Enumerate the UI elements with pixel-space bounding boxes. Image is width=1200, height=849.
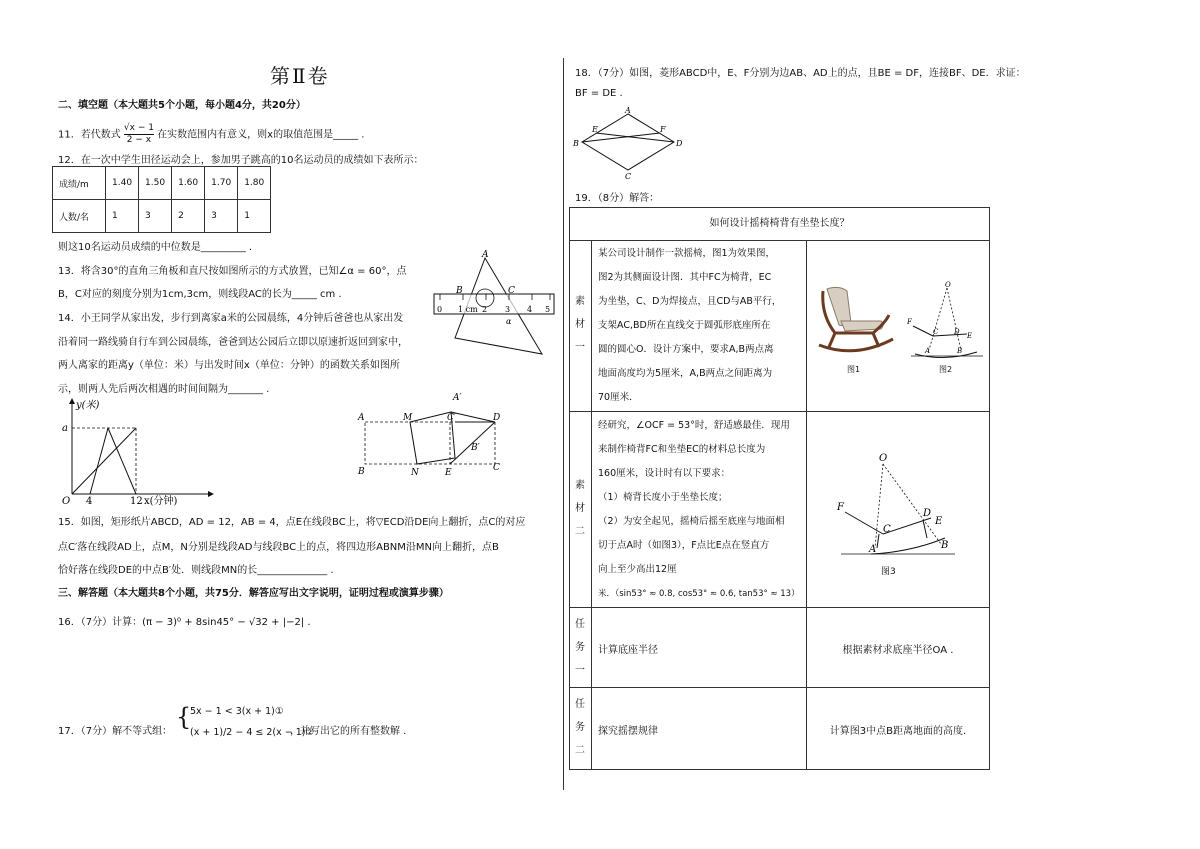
side-char: 务: [575, 722, 585, 733]
svg-text:C: C: [493, 463, 500, 473]
q19-table: [569, 207, 990, 770]
material2-text-cell: [592, 412, 807, 608]
svg-text:C: C: [883, 524, 891, 535]
svg-text:C: C: [508, 286, 515, 296]
table-row: [53, 167, 271, 200]
svg-text:E: E: [445, 468, 452, 478]
material1-text: [598, 242, 781, 410]
q14-line1: 14．小王同学从家出发，步行到离家a米的公园晨练，4分钟后爸爸也从家出发: [58, 313, 404, 324]
q13-ruler-triangle-figure: [430, 248, 560, 358]
side-char: 素: [575, 480, 585, 491]
svg-text:B: B: [941, 540, 949, 551]
table-cell: 人数/名: [53, 200, 106, 233]
svg-text:N: N: [411, 468, 419, 478]
svg-text:1 cm: 1 cm: [458, 305, 478, 314]
table-cell: 1.50: [139, 167, 172, 200]
svg-text:A: A: [869, 544, 877, 555]
side-char: 一: [575, 665, 585, 676]
svg-text:B: B: [573, 139, 579, 148]
svg-text:F: F: [837, 502, 844, 513]
q14-ylabel: y(米): [76, 400, 100, 411]
svg-text:B: B: [456, 286, 463, 296]
q14-tick-12: 12: [130, 496, 143, 507]
material1-figure-cell: [807, 240, 989, 412]
q17-ineq2: (x + 1)/2 − 4 ≤ 2(x − 1)②: [190, 727, 315, 738]
q17-brace: {: [176, 703, 192, 731]
table-cell: 3: [205, 200, 238, 233]
side-char: 素: [575, 296, 585, 307]
section2-header: 二、填空题（本大题共5个小题，每小题4分，共20分）: [58, 100, 306, 111]
q17-ineq1: 5x − 1 < 3(x + 1)①: [190, 706, 284, 717]
text-line: 图2为其侧面设计图．其中FC为椅背，EC: [598, 272, 772, 283]
svg-text:C: C: [933, 328, 939, 336]
text-line: 来制作椅背FC和坐垫EC的材料总长度为: [598, 444, 766, 455]
fig3-diagram: [831, 448, 971, 578]
svg-text:D: D: [676, 139, 683, 148]
svg-text:E: E: [592, 125, 598, 134]
q14-function-graph: [58, 396, 218, 508]
text-line: 70厘米．: [598, 392, 639, 403]
svg-text:F: F: [907, 318, 912, 326]
svg-text:D: D: [954, 328, 960, 336]
fig2-caption: 图2: [939, 365, 953, 374]
task2-side-cell: [570, 688, 592, 769]
q11-pre: 11．若代数式: [58, 129, 121, 141]
q14-line3: 两人离家的距离y（单位：米）与出发时间x（单位：分钟）的函数关系如图所: [58, 360, 400, 371]
text-line: 某公司设计制作一款摇椅，图1为效果图，: [598, 248, 776, 259]
svg-text:3: 3: [505, 305, 511, 314]
task2-side: [570, 693, 590, 762]
q16: 16．（7分）计算：(π − 3)⁰ + 8sin45° − √32 + |−2| .: [58, 617, 311, 628]
q15-line3: 恰好落在线段DE的中点B′处．则线段MN的长______________ .: [58, 565, 334, 576]
material2-figure-cell: [807, 412, 989, 608]
text-line: 为坐垫，C、D为焊接点，且CD与AB平行，: [598, 296, 782, 307]
svg-text:A: A: [358, 413, 365, 423]
side-char: 任: [575, 619, 585, 630]
table-cell: 1: [238, 200, 271, 233]
task2-desc: 计算图3中点B距离地面的高度.: [829, 726, 967, 737]
q13-line1: 13．将含30°的直角三角板和直尺按如图所示的方式放置，已知∠α = 60°，点: [58, 266, 407, 277]
material2-text: [598, 414, 800, 606]
svg-text:M: M: [403, 413, 413, 423]
svg-text:F: F: [660, 125, 666, 134]
q17-post: ，并写出它的所有整数解 .: [290, 726, 407, 737]
text-line: （2）为安全起见，摇椅后摇至底座与地面相: [598, 516, 785, 527]
text-line: 圆的圆心O．设计方案中，要求A,B两点离: [598, 344, 774, 355]
side-char: 二: [575, 745, 585, 756]
task2-desc-cell: [807, 688, 989, 769]
svg-text:C: C: [625, 172, 632, 180]
svg-text:E: E: [967, 332, 973, 340]
text-line: （1）椅背长度小于坐垫长度；: [598, 492, 728, 503]
svg-text:B′: B′: [471, 443, 480, 453]
text-line: 米．（sin53° ≈ 0.8, cos53° ≈ 0.6, tan53° ≈ 13）: [598, 589, 800, 599]
q14-tick-4: 4: [86, 496, 93, 507]
svg-text:A: A: [925, 347, 931, 355]
material1-side-cell: [570, 240, 592, 412]
svg-text:0: 0: [437, 305, 443, 314]
svg-text:4: 4: [527, 305, 533, 314]
task1-name: 计算底座半径: [598, 645, 658, 656]
fig2-diagram: [907, 278, 987, 364]
column-divider: [563, 58, 564, 790]
text-line: 160厘米，设计时有以下要求：: [598, 468, 731, 479]
side-char: 一: [575, 342, 585, 353]
text-line: 支架AC,BD所在直线交于圆弧形底座所在: [598, 320, 771, 331]
text-line: 经研究，∠OCF = 53°时，舒适感最佳．现用: [598, 420, 790, 431]
q17-pre: 17．（7分）解不等式组：: [58, 726, 173, 737]
q11-numerator: √x − 1: [123, 123, 154, 133]
text-line: 向上至少高出12厘: [598, 564, 677, 575]
q11-fraction: [124, 123, 154, 146]
svg-text:O: O: [945, 281, 951, 289]
table-cell: 3: [139, 200, 172, 233]
q14-a-label: a: [62, 423, 68, 434]
table-cell: 1.60: [172, 167, 205, 200]
task1-desc: 根据素材求底座半径OA .: [842, 645, 954, 656]
side-char: 任: [575, 699, 585, 710]
material2-side: [570, 474, 590, 543]
side-char: 务: [575, 642, 585, 653]
table-cell: 1.40: [106, 167, 139, 200]
svg-text:B: B: [358, 467, 365, 477]
q11-post: 在实数范围内有意义，则x的取值范围是_____ .: [157, 129, 365, 141]
q15-line1: 15．如图，矩形纸片ABCD，AD = 12，AB = 4，点E在线段BC上，将▽ECD沿DE向上翻折，点C的对应: [58, 517, 526, 528]
q18-line2: BF = DE .: [575, 88, 623, 99]
task1-desc-cell: [807, 608, 989, 688]
text-line: 切于点A时（如图3），F点比E点在竖直方: [598, 540, 770, 551]
side-char: 材: [575, 503, 585, 514]
material1-side: [570, 290, 590, 359]
svg-text:A: A: [625, 106, 631, 115]
svg-text:B: B: [957, 347, 963, 355]
svg-text:D: D: [493, 413, 501, 423]
q14-xlabel: x(分钟): [144, 496, 178, 507]
q15-rectangle-figure: [355, 388, 515, 480]
table-row: [53, 200, 271, 233]
table-cell: 2: [172, 200, 205, 233]
q14-origin: O: [62, 496, 71, 507]
q15-line2: 点C′落在线段AD上，点M，N分别是线段AD与线段BC上的点，将四边形ABNM沿MN向上翻折，点B: [58, 542, 499, 553]
q11-denominator: 2 − x: [126, 135, 152, 145]
task2-name-cell: [592, 688, 807, 769]
q12-table: [52, 166, 271, 233]
fig1-caption: 图1: [847, 365, 861, 374]
fig3-caption: 图3: [881, 567, 896, 577]
q19-table-title: 如何设计摇椅椅背有坐垫长度？: [570, 208, 989, 241]
q14-line4: 示，则两人先后两次相遇的时间间隔为_______ .: [58, 384, 270, 395]
q13-line2: B，C对应的刻度分别为1cm,3cm，则线段AC的长为_____ cm .: [58, 289, 342, 300]
task1-side: [570, 613, 590, 682]
svg-text:α: α: [506, 317, 512, 326]
side-char: 材: [575, 319, 585, 330]
side-char: 二: [575, 526, 585, 537]
q19-label: 19．（8分）解答：: [575, 193, 660, 204]
section3-header: 三、解答题（本大题共8个小题，共75分．解答应写出文字说明，证明过程或演算步骤）: [58, 588, 449, 599]
q18-rhombus-figure: [570, 104, 690, 180]
table-cell: 成绩/m: [53, 167, 106, 200]
page-title: 第Ⅱ卷: [270, 64, 330, 88]
task1-name-cell: [592, 608, 807, 688]
svg-text:D: D: [923, 508, 932, 519]
task2-name: 探究摇摆规律: [598, 726, 658, 737]
q18-line1: 18．（7分）如图，菱形ABCD中，E、F分别为边AB、AD上的点，且BE = DF，连接BF、DE．求证：: [575, 68, 1026, 79]
svg-text:C′: C′: [447, 413, 456, 423]
table-cell: 1: [106, 200, 139, 233]
q14-line2: 沿着同一路线骑自行车到公园晨练，爸爸到达公园后立即以原速折返回到家中，: [58, 337, 408, 348]
q12-text: 12．在一次中学生田径运动会上，参加男子跳高的10名运动员的成绩如下表所示：: [58, 155, 424, 166]
material1-text-cell: [592, 240, 807, 412]
svg-text:E: E: [935, 516, 943, 527]
material2-side-cell: [570, 412, 592, 608]
q11: [58, 123, 364, 146]
svg-text:5: 5: [545, 305, 551, 314]
table-cell: 1.80: [238, 167, 271, 200]
svg-text:2: 2: [482, 305, 488, 314]
rocking-chair-image: [815, 285, 895, 360]
svg-text:A′: A′: [453, 393, 462, 403]
q12-after: 则这10名运动员成绩的中位数是_________ .: [58, 242, 253, 253]
table-cell: 1.70: [205, 167, 238, 200]
svg-text:O: O: [879, 453, 888, 464]
task1-side-cell: [570, 608, 592, 688]
text-line: 地面高度均为5厘米，A,B两点之间距离为: [598, 368, 773, 379]
svg-text:A: A: [482, 250, 489, 260]
